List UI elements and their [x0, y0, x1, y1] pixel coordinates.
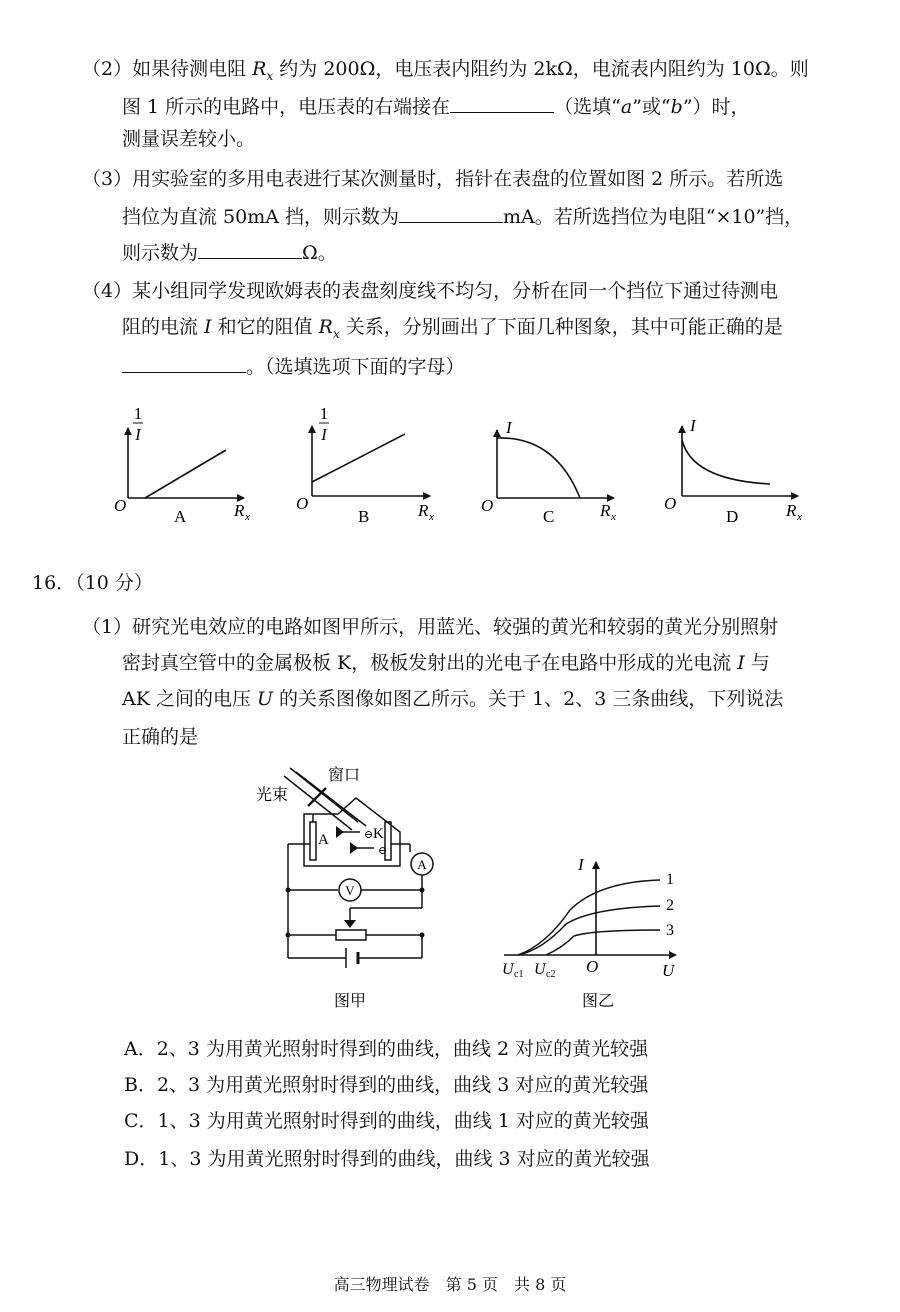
yi-origin: O	[586, 957, 599, 976]
graph-c-origin: O	[481, 496, 494, 515]
rx-graphs-figure	[0, 400, 900, 540]
electron-1: ⊖	[364, 829, 374, 841]
yi-ylabel: I	[578, 855, 584, 874]
q15-part3-line2: 挡位为直流 50mA 挡，则示数为 mA。若所选挡位为电阻“×10”挡，	[122, 202, 803, 230]
yi-uc1: U	[502, 961, 514, 978]
graph-a-line	[145, 450, 226, 498]
yi-uc2-sub: c2	[546, 969, 556, 980]
graph-b-xsub: x	[429, 511, 434, 523]
q15-part4-line3: 。（选填选项下面的字母）	[122, 352, 465, 380]
yi-xlabel: U	[662, 961, 675, 980]
graph-c-xlabel: R	[600, 501, 611, 520]
q15-part2-line1: （2）如果待测电阻 $R_x$ 约为 200Ω，电压表内阻约为 2kΩ，电流表内阻约为 10Ω。则	[82, 58, 809, 83]
graph-a-ylabel-num: 1	[133, 404, 143, 423]
option-b[interactable]: B．2、3 为用黄光照射时得到的曲线，曲线 3 对应的黄光较强	[124, 1074, 649, 1096]
graph-c-xsub: x	[611, 511, 616, 523]
graph-b[interactable]	[296, 404, 434, 526]
q15-part4-line1: （4）某小组同学发现欧姆表的表盘刻度线不均匀，分析在同一个挡位下通过待测电	[82, 280, 779, 302]
option-c[interactable]: C．1、3 为用黄光照射时得到的曲线，曲线 1 对应的黄光较强	[124, 1110, 649, 1132]
curve-3-label: 3	[666, 922, 674, 939]
graph-c-ylabel: I	[506, 418, 512, 437]
q16-header: 16．（10 分）	[32, 572, 153, 594]
plate-k-label: K	[373, 826, 384, 842]
q16-part1-line2: 密封真空管中的金属极板 K，极板发射出的光电子在电路中形成的光电流 I 与	[122, 652, 770, 674]
figure-jia-caption: 图甲	[333, 993, 367, 1010]
answer-blank-q15-4[interactable]	[122, 352, 246, 373]
graph-a-origin: O	[114, 496, 127, 515]
graph-d[interactable]	[664, 416, 802, 526]
answer-blank-q15-3b[interactable]	[198, 238, 302, 259]
figure-yi-caption: 图乙	[581, 993, 615, 1010]
q15-part2-line3: 测量误差较小。	[122, 128, 256, 150]
graph-d-curve	[682, 440, 770, 484]
option-d[interactable]: D．1、3 为用黄光照射时得到的曲线，曲线 3 对应的黄光较强	[124, 1148, 650, 1170]
plate-a-icon	[310, 822, 316, 860]
graph-d-ylabel: I	[690, 416, 696, 435]
voltmeter-label: V	[345, 883, 355, 898]
q16-part1-line3: AK 之间的电压 U 的关系图像如图乙所示。关于 1、2、3 三条曲线，下列说法	[122, 688, 784, 710]
answer-blank-q15-3a[interactable]	[399, 202, 503, 223]
q15-part4-line2: 阻的电流 I 和它的阻值 $R_x$ 关系，分别画出了下面几种图象，其中可能正确的是	[122, 316, 783, 341]
graph-b-xlabel: R	[418, 501, 429, 520]
graph-a[interactable]	[114, 404, 250, 526]
graph-c-curve	[497, 438, 580, 498]
graph-b-ylabel-den: I	[321, 425, 327, 444]
beam-label: 光束	[256, 787, 289, 804]
answer-blank-q15-2[interactable]	[450, 92, 554, 113]
graph-b-label: B	[358, 507, 370, 526]
graph-a-xsub: x	[245, 511, 250, 523]
q16-part1-line1: （1）研究光电效应的电路如图甲所示，用蓝光、较强的黄光和较弱的黄光分别照射	[82, 616, 779, 638]
graph-d-origin: O	[664, 494, 677, 513]
electron-2: ⊖	[378, 845, 388, 857]
rheostat-icon	[336, 930, 366, 940]
curve-1-label: 1	[666, 871, 674, 888]
graph-d-label: D	[726, 507, 739, 526]
graph-a-ylabel-den: I	[135, 425, 141, 444]
yi-uc1-sub: c1	[514, 969, 524, 980]
ammeter-label: A	[417, 857, 427, 872]
graph-d-xsub: x	[797, 511, 802, 523]
curve-2-label: 2	[666, 897, 674, 914]
graph-b-origin: O	[296, 494, 309, 513]
graph-a-label: A	[174, 507, 187, 526]
plate-a-label: A	[318, 832, 329, 848]
q15-part3-line1: （3）用实验室的多用电表进行某次测量时，指针在表盘的位置如图 2 所示。若所选	[82, 168, 784, 190]
window-label: 窗口	[328, 767, 361, 784]
q15-part3-line3: 则示数为 Ω。	[122, 238, 337, 266]
q16-part1-line4: 正确的是	[122, 726, 199, 748]
iu-graph-figure-yi	[490, 840, 690, 1018]
yi-uc2: U	[534, 961, 546, 978]
option-a[interactable]: A．2、3 为用黄光照射时得到的曲线，曲线 2 对应的黄光较强	[124, 1038, 649, 1060]
graph-a-xlabel: R	[234, 501, 245, 520]
circuit-figure-jia	[240, 758, 450, 1018]
curve-3	[546, 930, 660, 955]
graph-c[interactable]	[481, 418, 616, 526]
graph-b-ylabel-num: 1	[319, 404, 329, 423]
graph-d-xlabel: R	[786, 501, 797, 520]
page-footer: 高三物理试卷 第 5 页 共 8 页	[333, 1275, 567, 1294]
curve-1	[518, 880, 660, 955]
graph-c-label: C	[543, 507, 555, 526]
q15-part2-line2: 图 1 所示的电路中，电压表的右端接在 （选填“a”或“b”）时，	[122, 92, 750, 120]
